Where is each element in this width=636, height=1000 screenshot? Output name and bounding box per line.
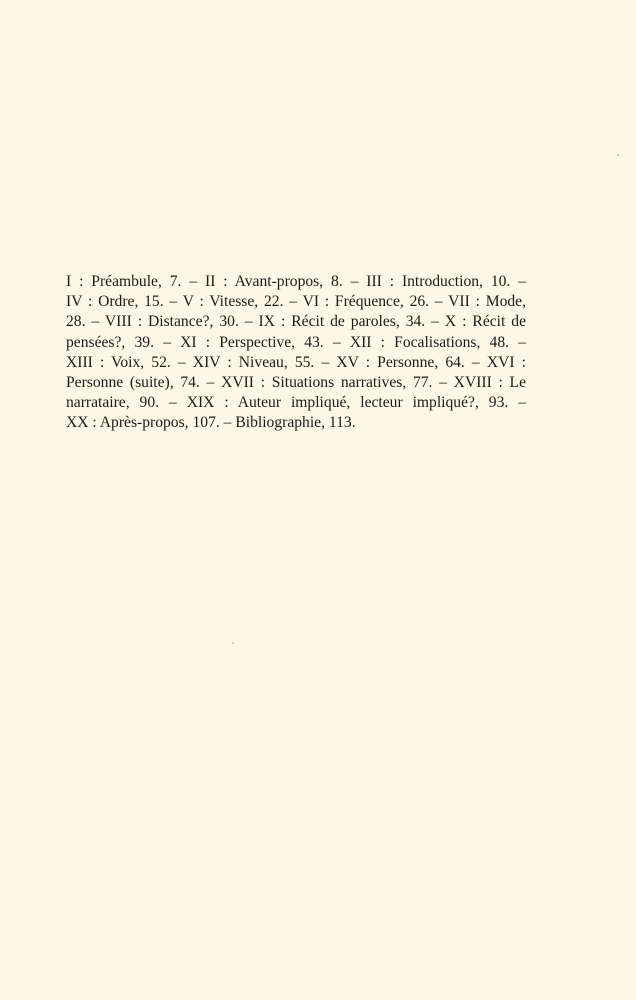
paper-speck (232, 642, 234, 644)
toc-line: I : Préambule, 7. – II : Avant-propos, 8. – III : Introduction, 10. – (66, 273, 526, 290)
toc-line: XX : Après-propos, 107. – Bibliographie, 113. (66, 414, 356, 432)
paper-speck (617, 154, 619, 156)
toc-line: narrataire, 90. – XIX : Auteur impliqué, lecteur impliqué?, 93. – (66, 394, 526, 412)
table-of-contents (66, 272, 526, 434)
toc-line: IV : Ordre, 15. – V : Vitesse, 22. – VI : Fréquence, 26. – VII : Mode, (66, 293, 526, 311)
toc-line: XIII : Voix, 52. – XIV : Niveau, 55. – XV : Personne, 64. – XVI : (66, 353, 526, 371)
toc-line: pensées?, 39. – XI : Perspective, 43. – XII : Focalisations, 48. – (66, 333, 526, 351)
toc-line: Personne (suite), 74. – XVII : Situations narratives, 77. – XVIII : Le (66, 373, 526, 391)
toc-line: 28. – VIII : Distance?, 30. – IX : Récit de paroles, 34. – X : Récit de (66, 313, 526, 331)
